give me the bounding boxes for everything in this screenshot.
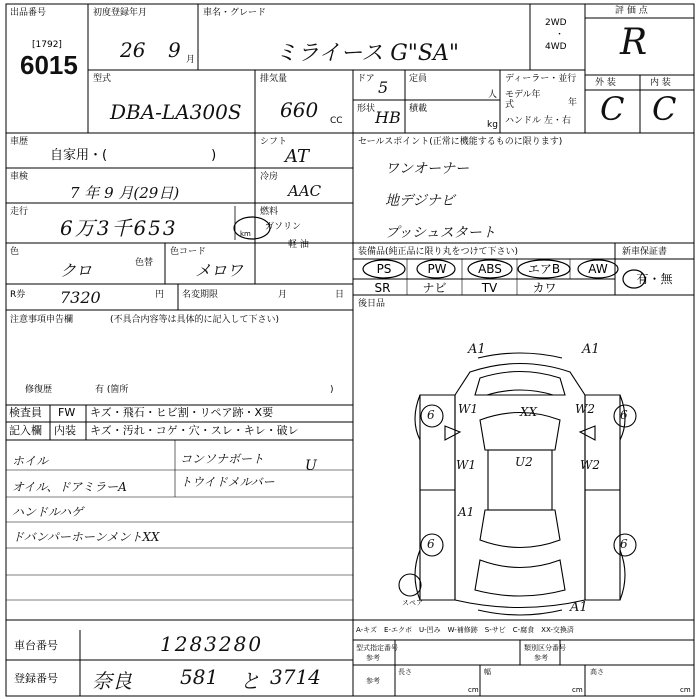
equip-aw: AW (588, 262, 608, 276)
handle-label: ハンドル 左・右 (505, 116, 571, 126)
cm-unit-2: cm (572, 686, 583, 694)
mark-xx: XX (520, 405, 538, 419)
first-reg-year: 26 (120, 38, 146, 62)
fuel-diesel: 軽 油 (288, 240, 309, 250)
fw-label: FW (58, 406, 76, 419)
mark-front-right: A1 (582, 342, 600, 357)
mark-6-tr: 6 (620, 408, 628, 422)
disp-value: 660 (280, 98, 319, 122)
shift-value: AT (285, 146, 310, 167)
ref-label-2: 参考 (534, 654, 548, 662)
load-unit: kg (487, 120, 498, 130)
mark-rear: A1 (570, 600, 588, 615)
shift-label: シフト (260, 137, 288, 147)
equip-sr: SR (374, 281, 391, 295)
sales-label: セールスポイント(正常に機能するものに限ります) (358, 137, 563, 147)
inspection-label: 車検 (10, 172, 29, 182)
ac-value: AAC (288, 182, 322, 200)
note-7: U (305, 458, 317, 474)
model-label: 車名・グレード (203, 8, 267, 18)
repair-close: ) (330, 385, 334, 395)
ac-label: 冷房 (260, 172, 279, 182)
disp-unit: CC (330, 116, 343, 126)
color-code-value: メロワ (195, 261, 244, 280)
equip-navi: ナビ (422, 281, 447, 295)
sales-line2: 地デジナビ (385, 193, 455, 209)
reg-value-b: 581 (180, 665, 219, 689)
cm-unit-3: cm (680, 686, 691, 694)
name-change-label: 名変期限 (182, 290, 219, 300)
equip-abs: ABS (478, 262, 502, 276)
mark-a1-mid: A1 (458, 505, 475, 519)
color-label: 色 (10, 247, 20, 257)
repair-label: 修復歴 (25, 385, 53, 395)
height-label: 高さ (590, 668, 604, 676)
mark-w1-top: W1 (458, 402, 478, 416)
notes-sub: (不具合内容等は具体的に記入して下さい) (110, 315, 280, 325)
capacity-label: 定員 (409, 74, 428, 84)
recycle-value: 7320 (60, 288, 101, 307)
warranty-value: 有・無 (636, 272, 673, 286)
chassis-value: 1283280 (160, 632, 264, 656)
equip-leather: カワ (532, 281, 557, 295)
equip-pw: PW (427, 262, 447, 276)
history-value: 自家用・( ) (50, 148, 217, 163)
equip-ps: PS (376, 262, 392, 276)
km-unit: km (240, 230, 251, 238)
mark-w1-mid: W1 (456, 458, 476, 472)
door-value: 5 (378, 78, 389, 97)
interior-insp-label: 内装 (54, 424, 76, 437)
category-label: 類別区分番号 (524, 644, 566, 652)
note-1: ホイル (12, 454, 49, 468)
color-value: クロ (60, 261, 93, 280)
type-value: DBA-LA300S (110, 100, 242, 124)
note-3: ハンドルハゲ (12, 505, 84, 519)
interior-label: 内 装 (650, 78, 671, 88)
legend: A-キズ E-エクボ U-凹み W-補修跡 S-サビ C-腐食 XX-交換済 (356, 626, 574, 634)
fuel-label: 燃料 (260, 207, 279, 217)
name-change-day: 日 (335, 290, 345, 300)
lot-sub: [1792] (32, 40, 62, 50)
car-diagram (399, 353, 636, 615)
spare-label: スペア (402, 599, 423, 607)
mark-front-left: A1 (468, 342, 486, 357)
door-label: ドア (357, 74, 375, 84)
inspector-label2: 記入欄 (9, 424, 42, 437)
mileage-label: 走行 (10, 207, 29, 217)
note-5: コンソナボート (180, 452, 265, 466)
mark-w2-mid: W2 (580, 458, 600, 472)
month-unit: 月 (186, 55, 196, 65)
shape-label: 形状 (357, 104, 376, 114)
width-label: 幅 (484, 668, 491, 676)
ref-label: 参考 (366, 654, 380, 662)
new-warranty-label: 新車保証書 (622, 247, 668, 257)
lot-label: 出品番号 (10, 8, 47, 18)
color-code-label: 色コード (170, 247, 207, 257)
inspector-label1: 検査員 (9, 406, 42, 419)
inspection-value: 7 年 9 月(29日) (70, 184, 180, 202)
interior-insp-text: キズ・汚れ・コゲ・穴・スレ・キレ・破レ (90, 424, 299, 437)
capacity-unit: 人 (488, 90, 498, 100)
note-6: トウイドメルバー (180, 475, 275, 489)
first-reg-month: 9 (168, 38, 181, 62)
interior-value: C (652, 90, 677, 128)
disp-label: 排気量 (260, 74, 288, 84)
model-value: ミライース G"SA" (275, 41, 460, 66)
drive-2wd: 2WD (545, 18, 567, 28)
note-4: ドバンパーホーンメントXX (12, 530, 160, 544)
exterior-value: C (600, 90, 625, 128)
chassis-label: 車台番号 (14, 639, 58, 652)
year-unit: 年 (568, 98, 578, 108)
model-year-label: モデル年式 (505, 90, 541, 110)
dealer-label: ディーラー・並行 (505, 74, 577, 84)
mark-6-tl: 6 (427, 408, 435, 422)
reg-label: 登録番号 (14, 672, 58, 685)
cm-unit-1: cm (468, 686, 479, 694)
type-label: 型式 (93, 74, 112, 84)
lot-number: 6015 (20, 50, 78, 80)
sales-line3: プッシュスタート (385, 225, 496, 241)
equip-tv: TV (481, 281, 498, 295)
mark-6-bl: 6 (427, 537, 435, 551)
grade-label: 評 価 点 (615, 6, 648, 16)
fuel-gas: ガソリン (265, 222, 302, 232)
reg-value-c: と (240, 669, 260, 693)
mark-w2-top: W2 (575, 402, 595, 416)
seat-label: 後日品 (358, 299, 386, 309)
notes-label: 注意事項申告欄 (10, 315, 74, 325)
mileage-value: 6万3千653 (60, 216, 178, 240)
history-label: 車歴 (10, 137, 29, 147)
mark-6-br: 6 (620, 537, 628, 551)
color-change-label: 色替 (135, 258, 154, 268)
load-label: 積載 (409, 104, 428, 114)
fw-text: キズ・飛石・ヒビ割・リペア跡・X要 (90, 406, 274, 419)
equip-airbag: エアB (527, 262, 561, 276)
drive-4wd: 4WD (545, 42, 567, 52)
grade-value: R (620, 22, 648, 63)
exterior-label: 外 装 (595, 78, 616, 88)
first-reg-label: 初度登録年月 (93, 8, 148, 18)
mark-u2: U2 (515, 455, 533, 469)
shape-value: HB (375, 108, 401, 127)
name-change-month: 月 (278, 290, 288, 300)
designation-label: 型式指定番号 (356, 644, 398, 652)
recycle-label: R券 (10, 290, 26, 300)
drive-dot: ・ (555, 30, 565, 40)
equipment-label: 装備品(純正品に限り丸をつけて下さい) (358, 247, 519, 257)
reg-value-d: 3714 (270, 665, 321, 689)
sales-line1: ワンオーナー (385, 161, 469, 177)
ref-label-3: 参考 (366, 677, 380, 685)
length-label: 長さ (398, 668, 412, 676)
reg-value-a: 奈良 (92, 669, 132, 693)
repair-value: 有 (箇所 (95, 385, 129, 395)
note-2: オイル、ドアミラーA (12, 480, 127, 494)
yen-unit: 円 (155, 290, 165, 300)
